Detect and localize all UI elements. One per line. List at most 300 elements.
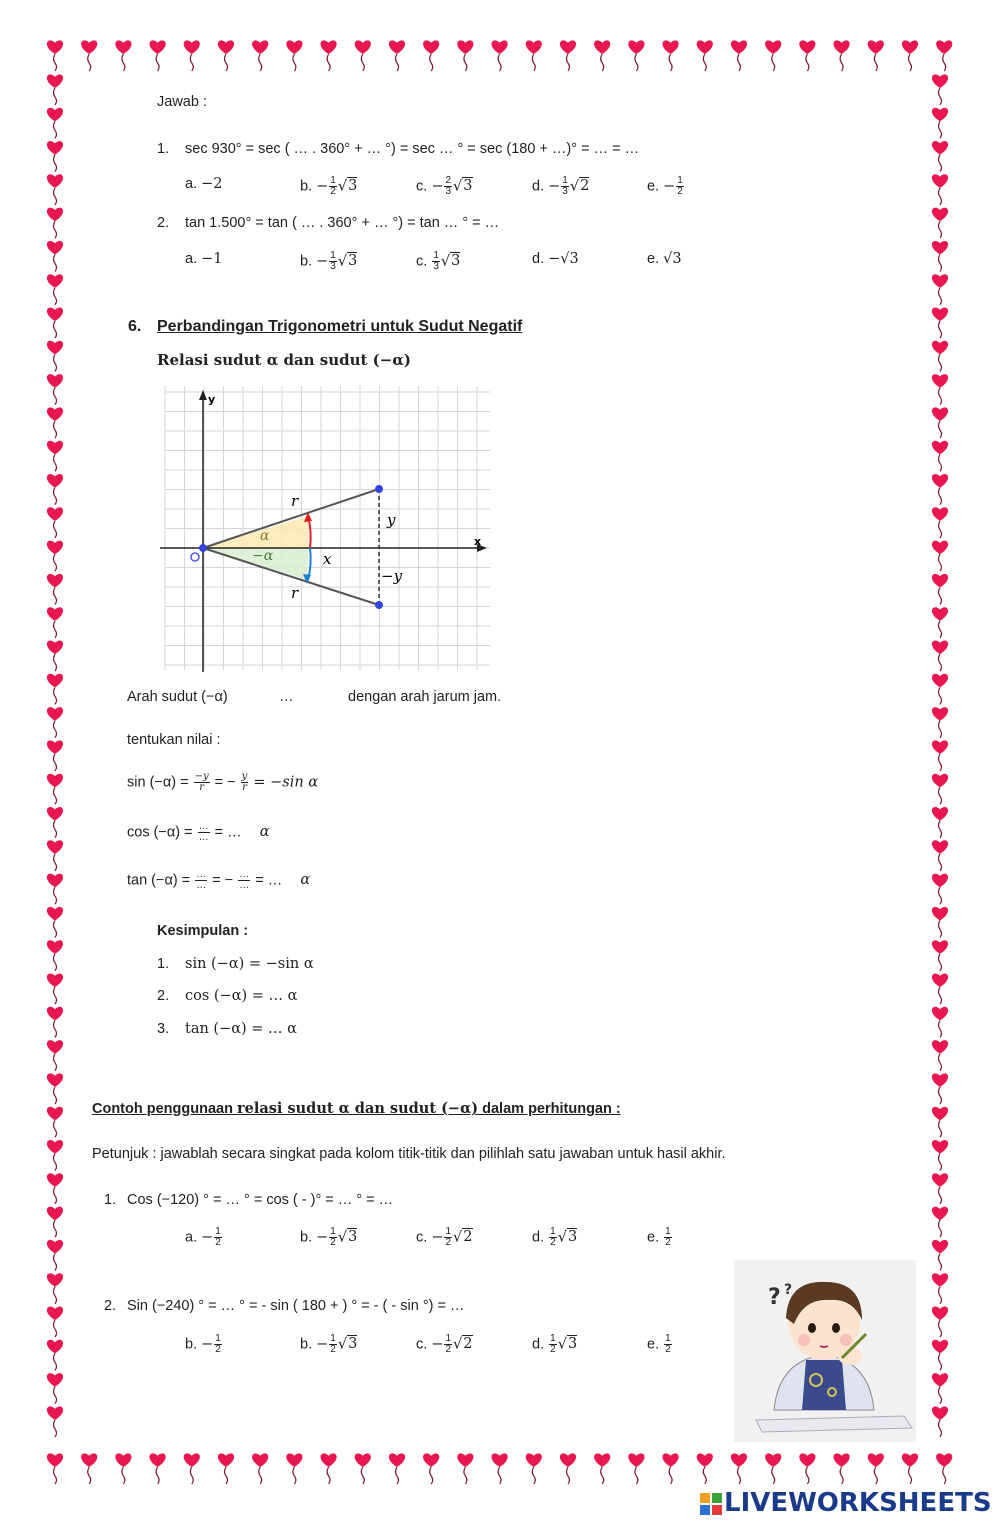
option-2[interactable] [300,1227,357,1248]
option-letter: d. [532,1229,549,1246]
sqrt-radicand: 3 [348,178,358,195]
option-fraction [214,1334,222,1355]
heart-balloon-icon [47,274,63,305]
heart-balloon-icon [286,1453,302,1484]
origin-marker [191,553,199,561]
option-letter: d. [532,178,549,195]
fraction-denominator: 2 [550,1237,556,1248]
heart-balloon-icon [932,807,948,838]
heart-balloon-icon [47,1040,63,1071]
cos-row [127,822,270,843]
fraction-denominator: 2 [215,1344,221,1355]
heart-balloon-icon [457,40,473,71]
fraction-numerator: 1 [215,1226,221,1237]
heart-balloon-icon [389,40,405,71]
fraction-denominator: 3 [330,261,336,272]
heart-balloon-icon [932,607,948,638]
heart-balloon-icon [932,874,948,905]
option-1[interactable] [185,1334,223,1355]
heart-balloon-icon [47,1373,63,1404]
fraction-numerator: 1 [445,1333,452,1344]
contoh-title-c: dalam perhitungan : [478,1101,621,1117]
option-letter: a. [185,176,202,192]
fraction-numerator: 1 [330,250,336,261]
heart-balloon-icon [932,1340,948,1371]
option-value: −1 [201,251,223,267]
option-root [453,177,472,194]
option-root [441,252,460,269]
option-2[interactable] [300,251,357,272]
fraction-numerator: 1 [550,1333,556,1344]
heart-balloon-icon [932,1240,948,1271]
kesimpulan-num-1: 1. [157,956,170,972]
sin-fraction-2 [241,772,249,793]
liveworksheets-text: LIVEWORKSHEETS [724,1488,992,1518]
tan-fraction-2[interactable] [238,870,250,891]
heart-balloon-icon [47,1173,63,1204]
tan-frac2-den[interactable]: … [239,880,250,891]
option-5[interactable] [647,1334,673,1355]
fraction-denominator: 3 [445,186,452,197]
option-root [338,1228,357,1245]
sqrt-symbol: √ [557,1336,567,1353]
fraction-denominator: 2 [665,1344,671,1355]
option-letter: b. [300,253,317,270]
heart-balloon-icon [47,1073,63,1104]
cos-frac-den[interactable]: … [198,832,209,843]
option-fraction [329,251,337,272]
heart-balloon-icon [81,40,97,71]
heart-balloon-icon [594,1453,610,1484]
heart-balloon-icon [932,241,948,272]
heart-balloon-icon [47,541,63,572]
cos-alpha: α [259,824,270,841]
sqrt-radicand: 3 [348,1336,358,1353]
heart-balloon-icon [47,407,63,438]
sqrt-symbol: √ [453,1229,463,1246]
option-root [338,252,357,269]
heart-balloon-icon [663,40,679,71]
neg-alpha-label: −α [252,548,274,564]
heart-balloon-icon [932,174,948,205]
tan-mid: = − [212,872,234,889]
sqrt-radicand: 2 [463,1229,473,1246]
heart-balloon-icon [932,1173,948,1204]
option-1[interactable] [185,1227,223,1248]
fraction-denominator: 3 [433,261,439,272]
fraction-numerator: 1 [330,1226,336,1237]
q2-text: tan 1.500° = tan ( … . 360° + … °) = tan … ° = … [185,215,500,231]
r-top-label: r [291,492,299,510]
fraction-denominator: 3 [562,186,568,197]
fraction-numerator: 1 [330,1333,336,1344]
option-fraction [444,1227,452,1248]
option-root [570,177,589,194]
sqrt-radicand: 3 [567,1336,578,1353]
heart-balloon-icon [47,1007,63,1038]
q2-number: 2. [157,215,170,231]
tan-fraction-1[interactable] [195,870,207,891]
option-root [558,1335,577,1352]
sin-frac1-num: −y [194,771,209,782]
sqrt-radicand: 3 [463,178,473,195]
contoh-title-b: relasi sudut α dan sudut (−α) [236,1100,479,1117]
heart-balloon-icon [765,1453,781,1484]
heart-balloon-icon [594,40,610,71]
heart-balloon-icon [47,1307,63,1338]
heart-balloon-icon [799,1453,815,1484]
option-value: −2 [201,176,223,192]
option-4[interactable] [532,1227,577,1248]
sin-lhs: sin (−α) = [127,774,189,791]
heart-balloon-icon [47,1140,63,1171]
heart-balloon-icon [47,907,63,938]
option-5[interactable] [647,1227,673,1248]
heart-balloon-icon [932,840,948,871]
option-letter: e. [647,251,664,267]
sqrt-symbol: √ [440,253,451,270]
sin-row [127,772,318,793]
heart-balloon-icon [731,40,747,71]
option-sign: − [316,1229,329,1246]
point-p [375,485,383,493]
option-letter: c. [416,1229,432,1246]
heart-balloon-icon [115,1453,131,1484]
option-fraction [214,1227,222,1248]
option-value: −√3 [548,251,579,267]
heart-balloon-icon [47,507,63,538]
option-fraction [664,1227,672,1248]
heart-balloon-icon [47,840,63,871]
heart-balloon-icon [932,208,948,239]
option-sign: − [316,1336,329,1353]
sqrt-radicand: 3 [348,253,358,270]
heart-balloon-icon [47,441,63,472]
heart-balloon-icon [286,40,302,71]
heart-balloon-icon [115,40,131,71]
r-bottom-label: r [291,584,299,602]
heart-balloon-icon [932,274,948,305]
option-sign: − [201,1229,214,1246]
heart-balloon-icon [932,940,948,971]
heart-balloon-icon [150,40,166,71]
heart-balloon-icon [932,541,948,572]
neg-y-segment-label: −y [381,567,403,585]
heart-balloon-icon [932,74,948,105]
sin-fraction-1 [194,772,210,793]
heart-balloon-icon [47,1340,63,1371]
heart-balloon-icon [932,1140,948,1171]
x-segment-label: x [323,550,332,568]
heart-balloon-icon [47,374,63,405]
heart-balloon-icon [47,874,63,905]
heart-balloon-icon [47,674,63,705]
heart-balloon-icon [932,474,948,505]
option-fraction [549,1227,557,1248]
heart-balloon-icon [47,774,63,805]
cos-fraction[interactable] [198,822,210,843]
heart-balloon-icon [492,1453,508,1484]
heart-balloon-icon [47,607,63,638]
option-letter: b. [185,1336,202,1353]
petunjuk-text: Petunjuk : jawablah secara singkat pada kolom titik-titik dan pilihlah satu jawaban untuk hasil akhir. [92,1146,726,1162]
sqrt-symbol: √ [569,178,580,195]
heart-balloon-icon [150,1453,166,1484]
heart-balloon-icon [81,1453,97,1484]
contoh-title-a: Contoh penggunaan [92,1101,237,1117]
c1-number: 1. [104,1192,117,1208]
heart-balloon-icon [932,974,948,1005]
cos-mid[interactable]: = … [214,824,242,841]
option-letter: b. [300,178,317,195]
heart-balloon-icon [932,308,948,339]
option-root [453,1228,472,1245]
heart-balloon-icon [184,40,200,71]
heart-balloon-icon [47,108,63,139]
section-subtitle: Relasi sudut α dan sudut (−α) [157,351,411,369]
x-axis-label: x [474,535,482,548]
arah-blank[interactable]: … [279,689,294,705]
fraction-numerator: 2 [445,175,452,186]
option-root [558,1228,577,1245]
option-sign: − [431,1336,444,1353]
sqrt-symbol: √ [453,178,463,195]
heart-balloon-icon [834,1453,850,1484]
option-value: √3 [663,251,682,267]
heart-balloon-icon [355,1453,371,1484]
origin-point [199,544,207,552]
option-4[interactable] [532,1334,577,1355]
sin-rhs: = −sin α [253,774,319,791]
fraction-denominator: 2 [550,1344,556,1355]
heart-balloon-icon [936,40,952,71]
kesimpulan-item-3[interactable]: tan (−α) = … α [185,1021,297,1037]
point-p-prime [375,601,383,609]
q1-number: 1. [157,141,170,157]
tentukan-label: tentukan nilai : [127,732,221,748]
heart-balloon-icon [731,1453,747,1484]
sqrt-symbol: √ [453,1336,463,1353]
option-fraction [329,1227,337,1248]
arah-prefix-text: Arah sudut (−α) [127,689,228,705]
heart-balloon-icon [47,740,63,771]
option-letter: b. [300,1336,317,1353]
heart-balloon-icon [47,641,63,672]
heart-balloon-icon [526,40,542,71]
tan-rhs[interactable]: = … [255,872,283,889]
sin-frac1-den: r [199,782,205,793]
heart-balloon-icon [47,807,63,838]
heart-balloon-icon [932,674,948,705]
c1-text[interactable]: Cos (−120) ° = … ° = cos ( - )° = … ° = … [127,1192,394,1208]
option-letter: e. [647,178,664,195]
c2-number: 2. [104,1298,117,1314]
option-fraction [664,1334,672,1355]
heart-balloon-icon [321,40,337,71]
option-letter: d. [532,1336,549,1353]
heart-balloon-icon [932,641,948,672]
heart-balloon-icon [936,1453,952,1484]
heart-balloon-icon [321,1453,337,1484]
option-root [453,1335,472,1352]
heart-balloon-icon [47,1240,63,1271]
fraction-denominator: 2 [445,1344,452,1355]
cos-lhs: cos (−α) = [127,824,193,841]
fraction-numerator: 1 [215,1333,221,1344]
tan-frac1-num[interactable]: … [196,869,207,880]
option-2[interactable] [300,1334,357,1355]
heart-balloon-icon [932,1107,948,1138]
heart-balloon-icon [47,940,63,971]
heart-balloon-icon [47,1406,63,1437]
fraction-numerator: 1 [665,1333,671,1344]
kesimpulan-item-2[interactable]: cos (−α) = … α [185,988,298,1004]
heart-balloon-icon [868,40,884,71]
heart-balloon-icon [834,40,850,71]
option-sign: − [201,1336,214,1353]
heart-balloon-icon [492,40,508,71]
kesimpulan-title: Kesimpulan : [157,923,249,939]
heart-balloon-icon [932,907,948,938]
heart-balloon-icon [252,40,268,71]
sqrt-symbol: √ [337,1336,348,1353]
y-axis-label: y [208,393,216,406]
c2-text[interactable]: Sin (−240) ° = … ° = - sin ( 180 + ) ° = - ( - sin °) = … [127,1298,465,1314]
option-fraction [444,176,452,197]
option-3[interactable] [416,1334,473,1355]
sqrt-symbol: √ [337,1229,348,1246]
option-letter: a. [185,251,202,267]
heart-balloon-icon [932,1073,948,1104]
liveworksheets-brand[interactable] [700,1488,992,1518]
heart-balloon-icon [47,40,63,71]
q1-text: sec 930° = sec ( … . 360° + … °) = sec … ° = sec (180 + …)° = … = … [185,141,640,157]
option-2[interactable] [300,176,357,197]
heart-balloon-icon [47,341,63,372]
option-root [338,1335,357,1352]
heart-balloon-icon [932,707,948,738]
option-fraction [444,1334,452,1355]
arah-prefix [127,689,228,705]
heart-balloon-icon [560,1453,576,1484]
option-sign: − [431,178,444,195]
heart-balloon-icon [47,574,63,605]
fraction-denominator: 2 [677,186,683,197]
heart-balloon-icon [184,1453,200,1484]
heart-balloon-icon [423,40,439,71]
heart-balloon-icon [47,308,63,339]
sqrt-radicand: 3 [348,1229,358,1246]
svg-text:?: ? [784,1282,793,1298]
heart-balloon-icon [932,108,948,139]
liveworksheets-logo-icon [700,1493,722,1515]
fraction-denominator: 2 [215,1237,221,1248]
option-1[interactable] [185,251,223,267]
option-letter: c. [416,1336,432,1353]
heart-balloon-icon [47,1107,63,1138]
option-1[interactable] [185,176,223,192]
heart-balloon-icon [932,1373,948,1404]
sqrt-radicand: 3 [451,253,461,270]
fraction-denominator: 2 [330,1344,336,1355]
tan-frac1-den[interactable]: … [196,880,207,891]
heart-balloon-icon [457,1453,473,1484]
option-sign: − [316,178,329,195]
section-number: 6. [128,318,142,335]
option-fraction [561,176,569,197]
heart-balloon-icon [697,40,713,71]
heart-balloon-icon [47,974,63,1005]
sqrt-symbol: √ [557,1229,567,1246]
tan-frac2-num[interactable]: … [239,869,250,880]
sin-frac2-den: r [242,782,247,793]
heart-balloon-icon [697,1453,713,1484]
y-segment-label: y [387,511,396,529]
heart-balloon-icon [932,141,948,172]
option-letter: c. [416,178,432,195]
heart-balloon-icon [218,1453,234,1484]
heart-balloon-icon [47,1273,63,1304]
option-5[interactable] [647,251,682,267]
option-4[interactable] [532,251,579,267]
option-root [338,177,357,194]
fraction-denominator: 2 [445,1237,452,1248]
heart-balloon-icon [765,40,781,71]
option-4[interactable] [532,176,589,197]
arah-suffix: dengan arah jarum jam. [348,689,502,705]
tan-alpha: α [300,872,311,889]
fraction-numerator: 1 [550,1226,556,1237]
heart-balloon-icon [932,740,948,771]
heart-balloon-icon [47,474,63,505]
option-fraction [329,1334,337,1355]
sqrt-symbol: √ [337,178,348,195]
option-3[interactable] [416,176,473,197]
heart-balloon-icon [932,441,948,472]
fraction-numerator: 1 [445,1226,452,1237]
option-3[interactable] [416,251,460,272]
fraction-denominator: 2 [665,1237,671,1248]
tan-lhs: tan (−α) = [127,872,191,889]
option-fraction [329,176,337,197]
option-letter: b. [300,1229,317,1246]
option-5[interactable] [647,176,685,197]
contoh-title [92,1100,621,1117]
option-sign: − [548,178,561,195]
kesimpulan-item-1: sin (−α) = −sin α [185,956,314,972]
option-sign: − [663,178,676,195]
kesimpulan-num-3: 3. [157,1021,170,1037]
alpha-label: α [260,528,270,544]
sin-mid: = − [214,774,236,791]
heart-balloon-icon [932,1273,948,1304]
heart-balloon-icon [902,40,918,71]
heart-balloon-icon [47,174,63,205]
heart-balloon-icon [47,1207,63,1238]
thinking-boy-illustration [734,1260,916,1442]
cos-frac-num[interactable]: … [198,821,209,832]
heart-balloon-icon [932,1007,948,1038]
heart-balloon-icon [932,1307,948,1338]
heart-balloon-icon [355,40,371,71]
heart-balloon-icon [47,1453,63,1484]
sqrt-radicand: 3 [567,1229,578,1246]
heart-balloon-icon [932,507,948,538]
option-3[interactable] [416,1227,473,1248]
heart-balloon-icon [932,1207,948,1238]
heart-balloon-icon [628,1453,644,1484]
svg-text:?: ? [768,1285,781,1310]
